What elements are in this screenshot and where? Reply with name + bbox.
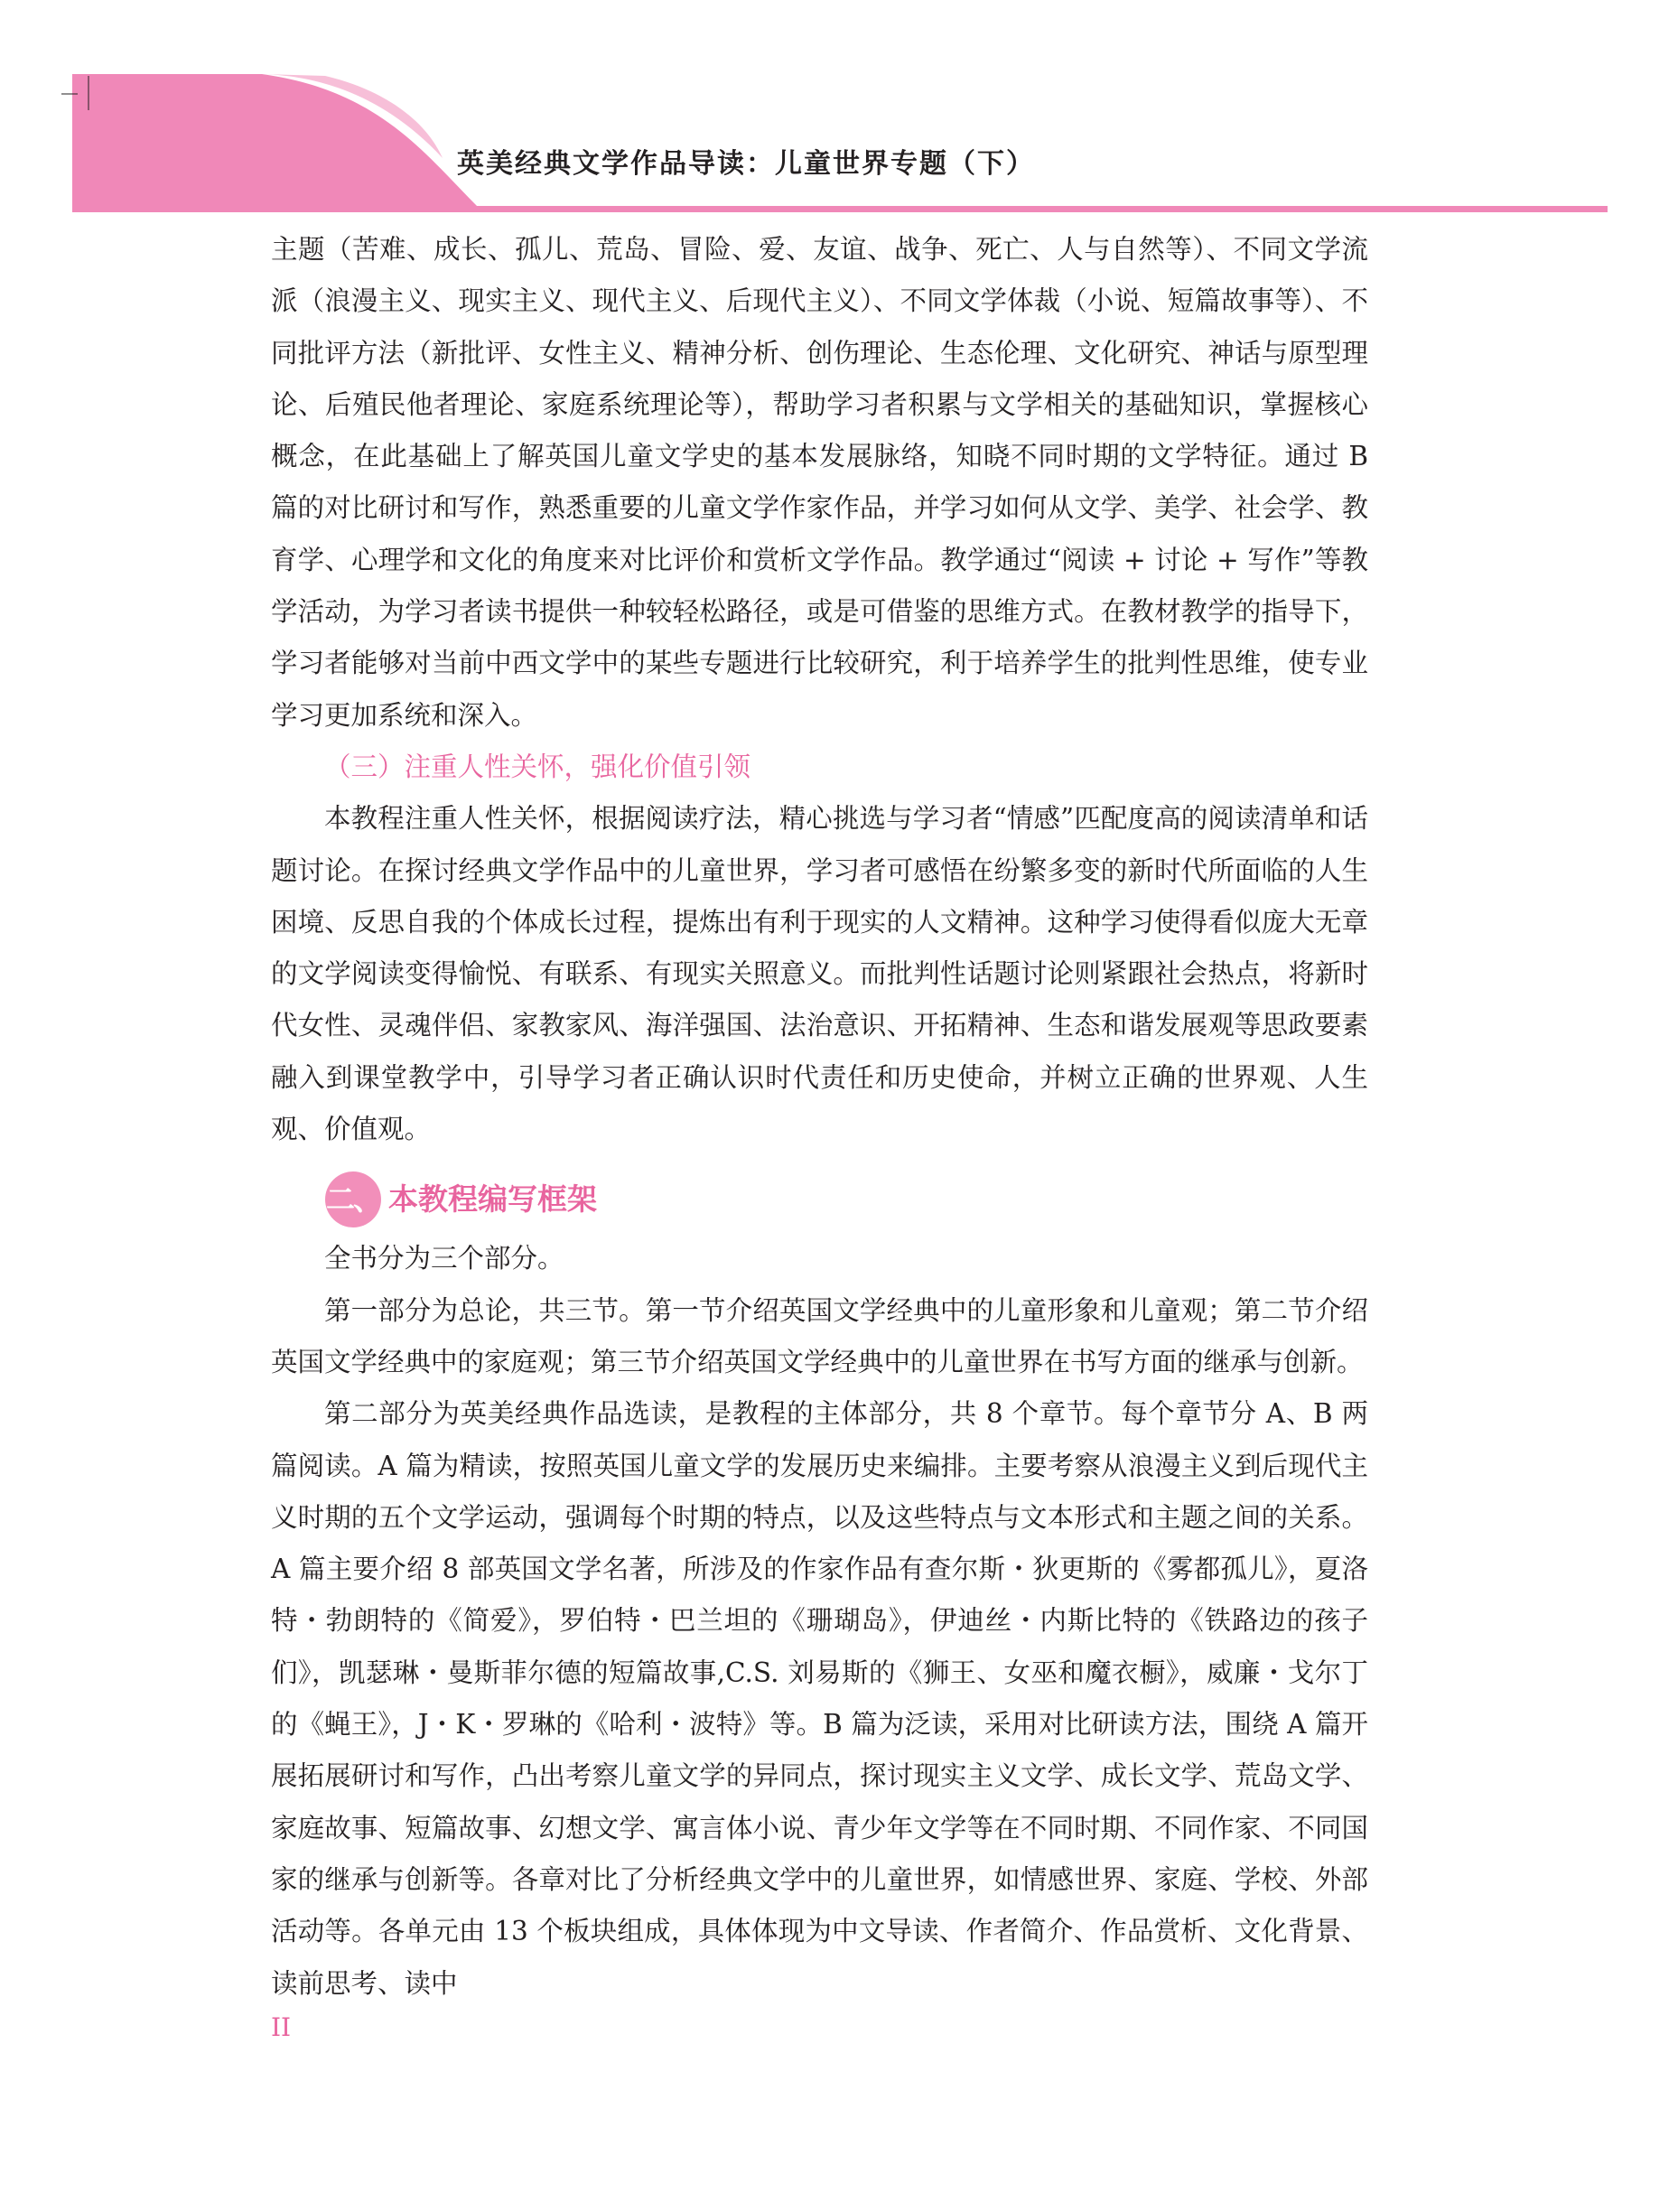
body-paragraph: 第二部分为英美经典作品选读，是教程的主体部分，共 8 个章节。每个章节分 A、B 两篇阅读。A 篇为精读，按照英国儿童文学的发展历史来编排。主要考察从浪漫主义到后现代主义时期的五个文学运动，强调每个时期的特点，以及这些特点与文本形式和主题之间的关系。A 篇主要介绍 8 部英国文学名著，所涉及的作家作品有查尔斯・狄更斯的《雾都孤儿》，夏洛特・勃朗特的《简爱》，罗伯特・巴兰坦的《珊瑚岛》，伊迪丝・内斯比特的《铁路边的孩子们》，凯瑟琳・曼斯菲尔德的短篇故事,C.S. 刘易斯的《狮王、女巫和魔衣橱》，威廉・戈尔丁的《蝇王》，J・K・罗琳的《哈利・波特》等。B 篇为泛读，采用对比研读方法，围绕 A 篇开展拓展研讨和写作，凸出考察儿童文学的异同点，探讨现实主义文学、成长文学、荒岛文学、家庭故事、短篇故事、幻想文学、寓言体小说、青少年文学等在不同时期、不同作家、不同国家的继承与创新等。各章对比了分析经典文学中的儿童世界，如情感世界、家庭、学校、外部活动等。各单元由 13 个板块组成，具体体现为中文导读、作者简介、作品赏析、文化背景、读前思考、读中 [271, 1398, 1368, 1999]
running-head-title: 英美经典文学作品导读：儿童世界专题（下） [457, 148, 1035, 180]
subsection-heading: （三）注重人性关怀，强化价值引领 [324, 751, 751, 782]
crop-mark [61, 76, 90, 112]
body-paragraph: 全书分为三个部分。 [324, 1243, 564, 1274]
header-wave-graphic [0, 0, 1678, 226]
section-title: 本教程编写框架 [388, 1181, 597, 1218]
body-paragraph: 第一部分为总论，共三节。第一节介绍英国文学经典中的儿童形象和儿童观；第二节介绍英国文学经典中的家庭观；第三节介绍英国文学经典中的儿童世界在书写方面的继承与创新。 [271, 1294, 1368, 1377]
section-heading [271, 1168, 1368, 1233]
page-number: II [271, 2012, 292, 2042]
body-paragraph: 本教程注重人性关怀，根据阅读疗法，精心挑选与学习者“情感”匹配度高的阅读清单和话题讨论。在探讨经典文学作品中的儿童世界，学习者可感悟在纷繁多变的新时代所面临的人生困境、反思自我的个体成长过程，提炼出有利于现实的人文精神。这种学习使得看似庞大无章的文学阅读变得愉悦、有联系、有现实关照意义。而批判性话题讨论则紧跟社会热点，将新时代女性、灵魂伴侣、家教家风、海洋强国、法治意识、开拓精神、生态和谐发展观等思政要素融入到课堂教学中，引导学习者正确认识时代责任和历史使命，并树立正确的世界观、人生观、价值观。 [271, 803, 1368, 1145]
header-band [0, 0, 1678, 226]
body-paragraph: 主题（苦难、成长、孤儿、荒岛、冒险、爱、友谊、战争、死亡、人与自然等）、不同文学流派（浪漫主义、现实主义、现代主义、后现代主义）、不同文学体裁（小说、短篇故事等）、不同批评方法（新批评、女性主义、精神分析、创伤理论、生态伦理、文化研究、神话与原型理论、后殖民他者理论、家庭系统理论等），帮助学习者积累与文学相关的基础知识，掌握核心概念，在此基础上了解英国儿童文学史的基本发展脉络，知晓不同时期的文学特征。通过 B 篇的对比研讨和写作，熟悉重要的儿童文学作家作品，并学习如何从文学、美学、社会学、教育学、心理学和文化的角度来对比评价和赏析文学作品。教学通过“阅读 + 讨论 + 写作”等教学活动，为学习者读书提供一种较轻松路径，或是可借鉴的思维方式。在教材教学的指导下，学习者能够对当前中西文学中的某些专题进行比较研究，利于培养学生的批判性思维，使专业学习更加系统和深入。 [271, 234, 1368, 731]
section-number-badge: 二、 [325, 1171, 381, 1227]
page-body [271, 224, 1368, 2010]
